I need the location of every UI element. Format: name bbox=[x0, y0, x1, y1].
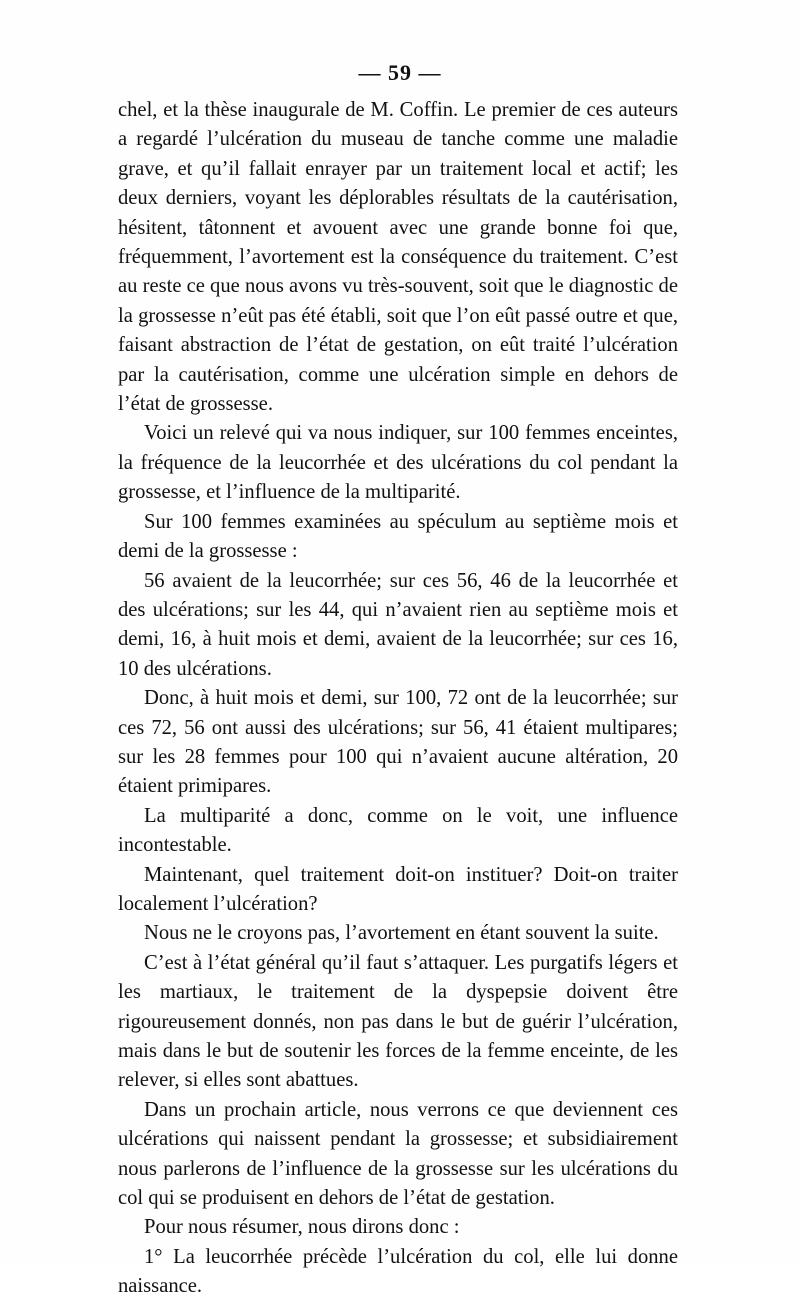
paragraph-next-article: Dans un prochain article, nous verrons ce que deviennent ces ulcérations qui naissent pendant la grossesse; et subsidiairement nous parlerons de l’influence de la grossesse sur les ulcérations du col qui se produisent en dehors de l’état de gestation. bbox=[118, 1098, 678, 1210]
body-text bbox=[118, 96, 678, 1302]
paragraph-conclusion-counts: Donc, à huit mois et demi, sur 100, 72 ont de la leucorrhée; sur ces 72, 56 ont aussi des ulcérations; sur 56, 41 étaient multipares; sur les 28 femmes pour 100 qui n’avaient aucune altération, 20 étaient primipares. bbox=[118, 687, 678, 798]
paragraph-answer: Nous ne le croyons pas, l’avortement en étant souvent la suite. bbox=[144, 922, 659, 945]
paragraph-leucorrhea-counts: 56 avaient de la leucorrhée; sur ces 56, 46 de la leucorrhée et des ulcérations; sur les 44, qui n’avaient rien au septième mois et demi, 16, à huit mois et demi, avaient de la leucorrhée; sur ces 16, 10 des ulcérations. bbox=[118, 569, 678, 680]
paragraph-continuation: chel, et la thèse inaugurale de M. Coffin. Le premier de ces auteurs a regardé l’ulcération du museau de tanche comme une maladie grave, et qu’il fallait enrayer par un traitement local et actif; les deux derniers, voyant les déplorables résultats de la cautérisation, hésitent, tâtonnent et avouent avec une grande bonne foi que, fréquemment, l’avortement est la conséquence du traitement. C’est au reste ce que nous avons vu très-souvent, soit que le diagnostic de la grossesse n’eût pas été établi, soit que l’on eût passé outre et que, faisant abstraction de l’état de gestation, on eût traité l’ulcération par la cautérisation, comme une ulcération simple en dehors de l’état de grossesse. bbox=[118, 99, 678, 416]
paragraph-treatment-question: Maintenant, quel traitement doit-on instituer? Doit-on traiter localement l’ulcération? bbox=[118, 863, 678, 915]
paragraph-summary-intro: Pour nous résumer, nous dirons donc : bbox=[144, 1216, 460, 1239]
paragraph-general-treatment: C’est à l’état général qu’il faut s’attaquer. Les purgatifs légers et les martiaux, le traitement de la dyspepsie doivent être rigoureusement donnés, non pas dans le but de guérir l’ulcération, mais dans le but de soutenir les forces de la femme enceinte, de les relever, si elles sont abattues. bbox=[118, 951, 678, 1092]
paragraph-multiparity: La multiparité a donc, comme on le voit, une influence incontestable. bbox=[118, 804, 678, 857]
paragraph-statistics-intro: Voici un relevé qui va nous indiquer, sur 100 femmes enceintes, la fréquence de la leucorrhée et des ulcérations du col pendant la grossesse, et l’influence de la multiparité. bbox=[118, 422, 678, 504]
page-number: — 59 — bbox=[358, 60, 442, 85]
paragraph-summary-point-1: 1° La leucorrhée précède l’ulcération du col, elle lui donne naissance. bbox=[118, 1245, 678, 1298]
paragraph-examination: Sur 100 femmes examinées au spéculum au septième mois et demi de la grossesse : bbox=[118, 510, 678, 563]
